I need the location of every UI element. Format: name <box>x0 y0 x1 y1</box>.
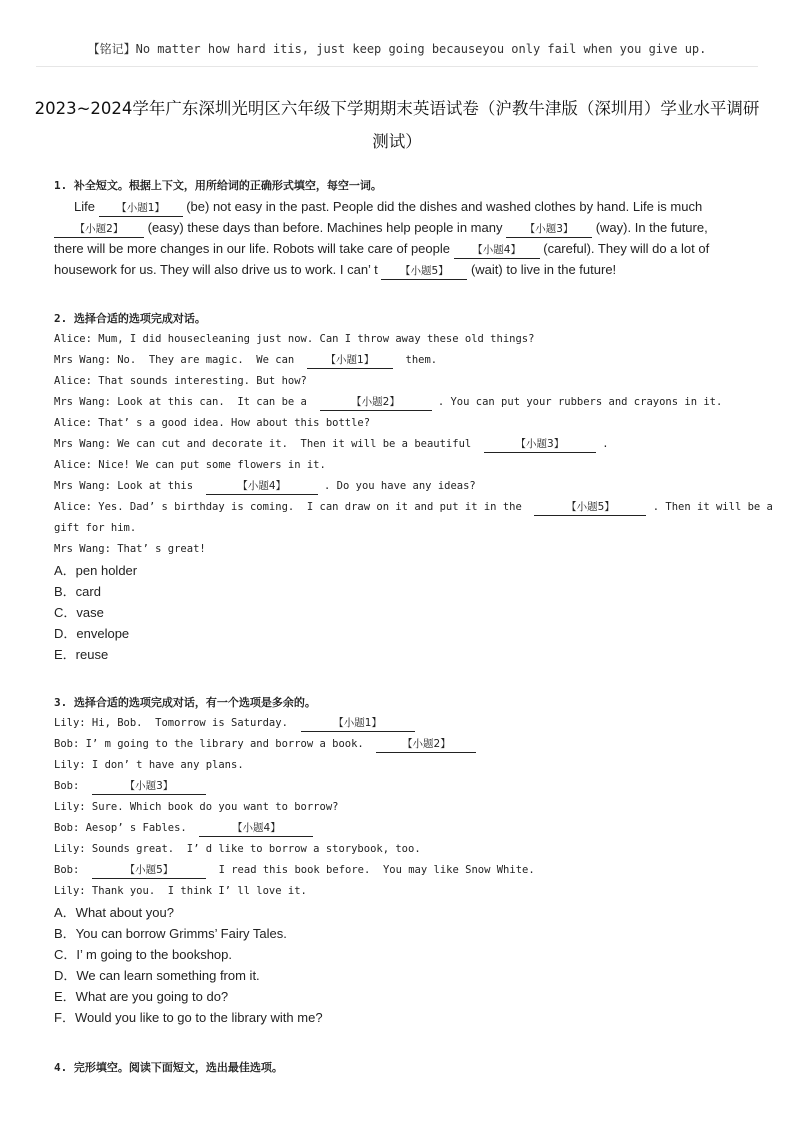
dialogue-line: Mrs Wang: That’ s great! <box>54 543 206 555</box>
dialogue-line: Alice: That’ s a good idea. How about this bottle? <box>54 417 371 429</box>
blank-4[interactable]: 【小题4】 <box>454 243 540 259</box>
blank-3[interactable]: 【小题3】 <box>484 437 596 453</box>
title-line-2: 测试） <box>372 132 422 151</box>
question-4 <box>54 1057 744 1078</box>
blank-1[interactable]: 【小题1】 <box>301 716 415 732</box>
blank-5[interactable]: 【小题5】 <box>534 500 646 516</box>
dialogue-line: Mrs Wang: We can cut and decorate it. Then it will be a beautiful 【小题3】 . <box>54 434 744 455</box>
option-e[interactable]: E．reuse <box>54 647 109 662</box>
option-e[interactable]: E．What are you going to do? <box>54 989 229 1004</box>
dialogue-line: Lily: Thank you. I think I’ ll love it. <box>54 885 307 897</box>
dialogue-line: Mrs Wang: Look at this can. It can be a 【小题2】 . You can put your rubbers and crayons in it. <box>54 392 744 413</box>
option-b[interactable]: B．You can borrow Grimms’ Fairy Tales. <box>54 926 287 941</box>
dialogue-line: Bob: Aesop’ s Fables. 【小题4】 <box>54 818 744 839</box>
dialogue-line: Lily: Hi, Bob. Tomorrow is Saturday. 【小题1】 <box>54 713 744 734</box>
option-c[interactable]: C．I’ m going to the bookshop. <box>54 947 233 962</box>
blank-1[interactable]: 【小题1】 <box>99 201 183 217</box>
blank-3[interactable]: 【小题3】 <box>506 222 592 238</box>
blank-5[interactable]: 【小题5】 <box>381 264 467 280</box>
option-a[interactable]: A．pen holder <box>54 563 138 578</box>
dialogue-line: Mrs Wang: Look at this 【小题4】 . Do you have any ideas? <box>54 476 744 497</box>
blank-2[interactable]: 【小题2】 <box>376 737 476 753</box>
dialogue-line: Bob: 【小题5】 I read this book before. You may like Snow White. <box>54 860 744 881</box>
header-divider <box>36 66 758 67</box>
question-2-heading: 2. 选择合适的选项完成对话。 <box>54 312 206 325</box>
dialogue-line: Alice: Mum, I did housecleaning just now. Can I throw away these old things? <box>54 333 535 345</box>
option-f[interactable]: F．Would you like to go to the library with me? <box>54 1010 323 1025</box>
title-line-1: 2023~2024学年广东深圳光明区六年级下学期期末英语试卷（沪教牛津版（深圳用）学业水平调研 <box>34 99 760 118</box>
dialogue-line: Alice: That sounds interesting. But how? <box>54 375 307 387</box>
option-c[interactable]: C．vase <box>54 605 104 620</box>
question-1 <box>54 175 744 280</box>
blank-4[interactable]: 【小题4】 <box>199 821 313 837</box>
question-2 <box>54 308 773 665</box>
option-b[interactable]: B．card <box>54 584 101 599</box>
dialogue-line: Alice: Yes. Dad’ s birthday is coming. I can draw on it and put it in the 【小题5】 . Then it will be a <box>54 497 744 518</box>
option-a[interactable]: A．What about you? <box>54 905 174 920</box>
question-4-heading: 4. 完形填空。阅读下面短文，选出最佳选项。 <box>54 1061 283 1074</box>
dialogue-line: gift for him. <box>54 522 137 534</box>
question-3 <box>54 692 744 1028</box>
dialogue-line: Lily: Sounds great. I’ d like to borrow a storybook, too. <box>54 843 421 855</box>
question-1-passage: Life 【小题1】 (be) not easy in the past. People did the dishes and washed clothes by hand. Life is much 【小题2】 (easy) these days than before. Machines help people in many 【小题3】 (way). In the future, there will be more changes in our life. Robots will take care of people 【小题4】 (careful). They will do a lot of housework for us. They will also drive us to work. I can’ t 【小题5】 (wait) to live in the future! <box>54 196 744 280</box>
page-title <box>30 92 764 158</box>
blank-2[interactable]: 【小题2】 <box>320 395 432 411</box>
option-d[interactable]: D．We can learn something from it. <box>54 968 260 983</box>
dialogue-line: Lily: I don’ t have any plans. <box>54 759 244 771</box>
question-3-heading: 3. 选择合适的选项完成对话，有一个选项是多余的。 <box>54 696 316 709</box>
blank-3[interactable]: 【小题3】 <box>92 779 206 795</box>
option-d[interactable]: D．envelope <box>54 626 130 641</box>
blank-5[interactable]: 【小题5】 <box>92 863 206 879</box>
dialogue-line: Bob: I’ m going to the library and borrow a book. 【小题2】 <box>54 734 744 755</box>
dialogue-line: Lily: Sure. Which book do you want to borrow? <box>54 801 339 813</box>
blank-4[interactable]: 【小题4】 <box>206 479 318 495</box>
blank-2[interactable]: 【小题2】 <box>54 222 144 238</box>
motto-header: 【铭记】No matter how hard itis, just keep going becauseyou only fail when you give up. <box>87 42 707 56</box>
question-1-heading: 1. 补全短文。根据上下文，用所给词的正确形式填空，每空一词。 <box>54 179 382 192</box>
dialogue-line: Mrs Wang: No. They are magic. We can 【小题1】 them. <box>54 350 744 371</box>
dialogue-line: Bob: 【小题3】 <box>54 776 744 797</box>
dialogue-line: Alice: Nice! We can put some flowers in it. <box>54 459 326 471</box>
blank-1[interactable]: 【小题1】 <box>307 353 393 369</box>
